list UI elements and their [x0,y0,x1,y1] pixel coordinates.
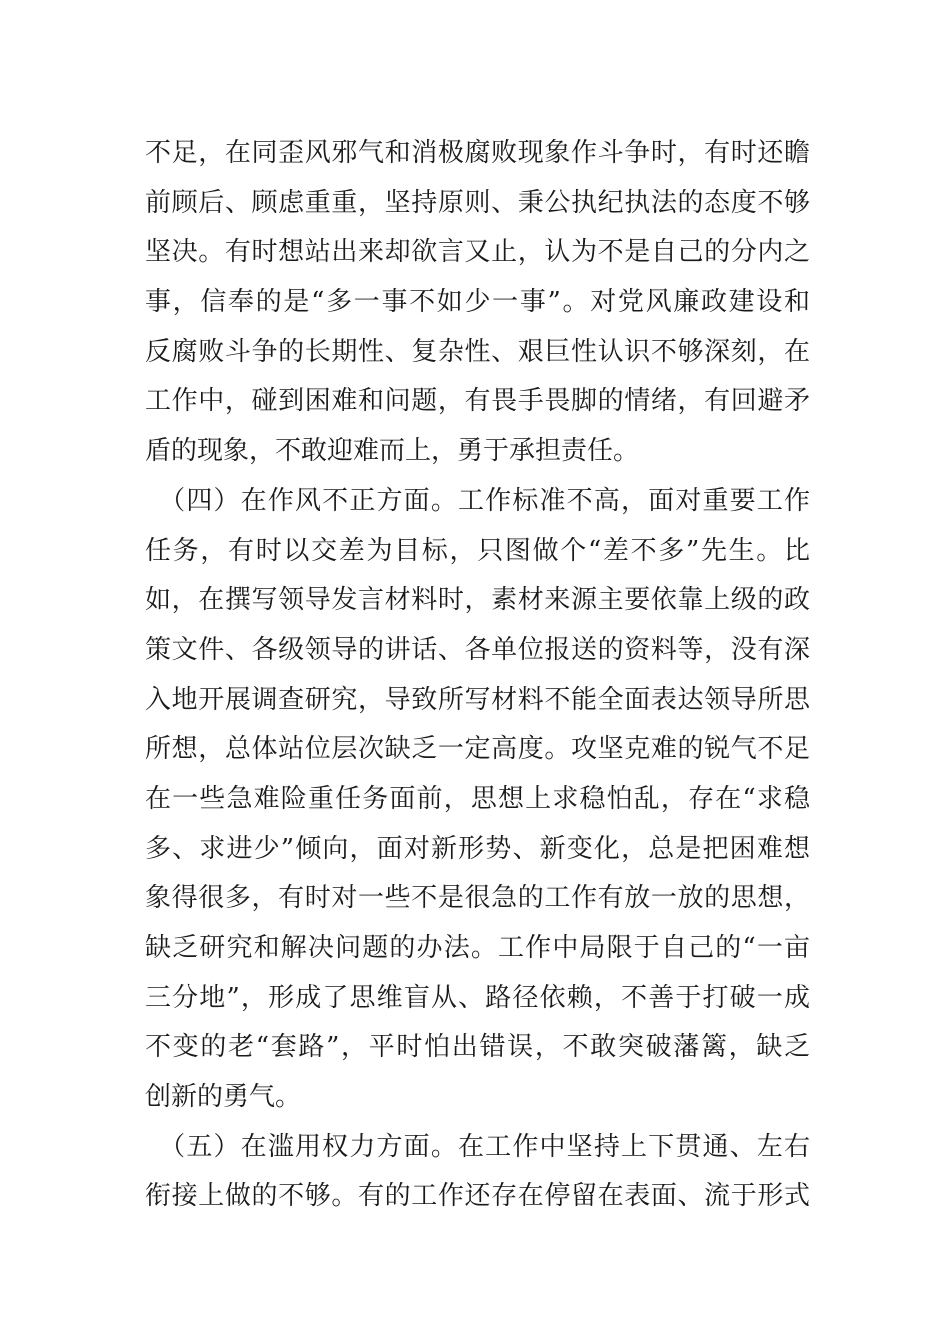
document-body [145,129,810,1222]
text-line: 盾的现象，不敢迎难而上，勇于承担责任。 [145,436,640,467]
text-line: 衔接上做的不够。有的工作还存在停留在表面、流于形式 [145,1181,810,1212]
text-line: 任务，有时以交差为目标，只图做个“差不多”先生。比 [145,535,810,566]
text-line: 工作中，碰到困难和问题，有畏手畏脚的情绪，有回避矛 [145,386,810,417]
text-line: 三分地”，形成了思维盲从、路径依赖，不善于打破一成 [145,982,810,1013]
text-line: 多、求进少”倾向，面对新形势、新变化，总是把困难想 [145,833,810,864]
text-line: 象得很多，有时对一些不是很急的工作有放一放的思想， [145,883,810,914]
text-line: 所想，总体站位层次缺乏一定高度。攻坚克难的锐气不足 [145,734,810,765]
text-line: 事，信奉的是“多一事不如少一事”。对党风廉政建设和 [145,287,810,318]
text-line: 策文件、各级领导的讲话、各单位报送的资料等，没有深 [145,634,810,665]
text-line: 前顾后、顾虑重重，坚持原则、秉公执纪执法的态度不够 [145,187,810,218]
text-line: 不变的老“套路”，平时怕出错误，不敢突破藩篱，缺乏 [145,1032,810,1063]
section-heading-line: （四）在作风不正方面。工作标准不高，面对重要工作 [145,485,810,516]
text-line: 缺乏研究和解决问题的办法。工作中局限于自己的“一亩 [145,933,810,963]
text-line: 如，在撰写领导发言材料时，素材来源主要依靠上级的政 [145,585,810,616]
text-line: 在一些急难险重任务面前，思想上求稳怕乱，存在“求稳 [145,783,810,814]
text-line: 反腐败斗争的长期性、复杂性、艰巨性认识不够深刻，在 [145,336,810,367]
text-line: 入地开展调查研究，导致所写材料不能全面表达领导所思 [145,684,810,715]
section-heading-line: （五）在滥用权力方面。在工作中坚持上下贯通、左右 [145,1131,810,1162]
text-line: 不足，在同歪风邪气和消极腐败现象作斗争时，有时还瞻 [145,138,810,168]
text-line: 坚决。有时想站出来却欲言又止，认为不是自己的分内之 [145,237,810,268]
text-line: 创新的勇气。 [145,1082,302,1113]
